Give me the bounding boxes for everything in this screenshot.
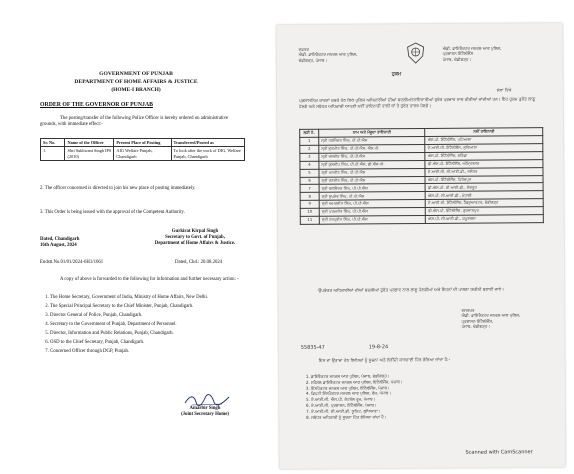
punjab-police-emblem-icon — [406, 42, 426, 64]
department-header: DEPARTMENT OF HOME AFFAIRS & JUSTICE — [74, 79, 198, 85]
dated-place: Dated, Chandigarh — [40, 237, 80, 242]
cell-new-posting: ਡੀ.ਐਸ.ਪੀ. ਸੀ.ਆਈ.ਡੀ., ਸੰਗਰੂਰ — [426, 183, 544, 192]
list-item: 7. Concerned Officer through DGP, Punjab. — [50, 349, 250, 355]
secretary-department: Department of Home Affairs & Justice. — [154, 241, 236, 247]
dated-date: 16th August, 2024 — [40, 243, 77, 249]
endorsement-date: Dated, Chd.: 20.08.2024 — [175, 260, 223, 265]
list-item: 4. ਡਿਪਟੀ ਇੰਸਪੈਕਟਰ ਜਨਰਲ ਆਫ ਪੁਲਿਸ, ਰੇਂਜ, ਪੰਜਾਬ। — [311, 390, 541, 397]
address-line: ਐਡੀ. ਡਾਇਰੈਕਟਰ ਜਨਰਲ ਆਫ ਪੁਲਿਸ, — [298, 51, 358, 58]
order-title: ORDER OF THE GOVERNOR OF PUNJAB — [40, 102, 153, 108]
cell-new-posting: ਐਸ.ਪੀ. ਇੰਟੈਲੀਜੈਂਸ, ਪਟਿਆਲਾ — [425, 136, 543, 145]
cell-new-posting: ਐਸ.ਪੀ. ਸੀ.ਆਈ.ਡੀ., ਮੋਹਾਲੀ — [426, 191, 544, 200]
cell-new-posting: ਏ.ਆਈ.ਜੀ. ਇੰਟੈਲੀਜੈਂਸ, ਲੁਧਿਆਣਾ — [425, 143, 543, 152]
cell-serial: 8 — [300, 193, 319, 201]
copy-forward-intro: A copy of above is forwarded to the following for information and further necessary action: - — [60, 277, 239, 282]
transfer-table — [299, 127, 544, 225]
col-serial: ਲੜੀ ਨੰ. — [300, 129, 319, 137]
signatory-line: ਪ੍ਰਸ਼ਾਸਨ ਇੰਟੈਲੀਜੈਂਸ, — [461, 318, 494, 324]
list-item: 6. ਏ.ਆਈ.ਜੀ. ਪ੍ਰਸ਼ਾਸਨ, ਇੰਟੈਲੀਜੈਂਸ, ਪੰਜਾਬ। — [311, 401, 541, 408]
table-row — [41, 147, 245, 161]
cell-new-posting: ਡੀ.ਐਸ.ਪੀ. ਇੰਟੈਲੀਜੈਂਸ, ਅੰਮ੍ਰਿਤਸਰ — [425, 159, 543, 168]
handwritten-signature-icon — [182, 393, 232, 407]
address-line: ਪ੍ਰਸ਼ਾਸਨ ਇੰਟੈਲੀਜੈਂਸ — [442, 51, 474, 57]
order-paragraph: ਪ੍ਰਸ਼ਾਸਨਿਕ ਕਾਰਨਾਂ ਕਰਕੇ ਹੇਠ ਲਿਖੇ ਪੁਲਿਸ ਅਧਿਕਾਰੀਆਂ ਦੀਆਂ ਬਦਲੀਆਂ/ਤਾਇਨਾਤੀਆਂ ਤੁਰੰਤ ਪ੍ਰਭਾਵ ਨਾਲ ਕੀਤੀਆਂ ਜਾਂਦੀਆਂ ਹਨ। ਇਹ ਹੁਕਮ ਤੁਰੰਤ ਲਾਗੂ ਹੋਣਗੇ ਅਤੇ ਸਬੰਧਤ ਅਧਿਕਾਰੀ ਆਪਣੀ ਨਵੀਂ ਤਾਇਨਾਤੀ ਵਾਲੀ ਥਾਂ ਤੇ ਤੁਰੰਤ ਹਾਜ਼ਰ ਹੋਣਗੇ। — [298, 96, 536, 109]
cell-new-posting: ਐਸ.ਪੀ. ਇੰਟੈਲੀਜੈਂਸ, ਫਿਰੋਜ਼ਪੁਰ — [425, 175, 543, 184]
handwritten-endorsement-date: 19-8-24 — [368, 344, 389, 351]
office-address-right — [443, 45, 528, 62]
cell-new-posting: ਐਸ.ਪੀ. ਸੀ.ਆਈ.ਡੀ., ਕਪੂਰਥਲਾ — [426, 215, 544, 224]
cell-serial: 10 — [300, 208, 319, 216]
endorsement-line — [40, 260, 250, 266]
endorsement-number: Endstt.No.01/01/2024-6H1/1661 — [40, 260, 104, 265]
order-paragraph: The posting/transfer of the following Police Officer is hereby ordered on administrative grounds, with immediate effect:- — [40, 116, 229, 128]
scanned-punjabi-order — [276, 23, 565, 469]
secretary-signature-block — [135, 229, 255, 248]
cell-name-present: ਸ੍ਰੀ ਬਲਵਿੰਦਰ ਸਿੰਘ, ਪੀ.ਪੀ.ਐਸ — [319, 184, 425, 193]
paragraph-3: 3. This Order is being issued with the approval of the Competent Authority. — [40, 210, 185, 215]
col-present-posting: Present Place of Posting — [114, 139, 171, 147]
english-order-document — [0, 0, 272, 474]
col-sr-no: Sr. No. — [41, 139, 65, 147]
col-name-present: ਨਾਮ ਅਤੇ ਮੌਜੂਦਾ ਤਾਇਨਾਤੀ — [319, 128, 425, 137]
cell-new-posting: ਏ.ਆਈ.ਜੀ. ਸੀ.ਆਈ.ਡੀ., ਜਲੰਧਰ — [425, 167, 543, 176]
cell-serial: 7 — [300, 185, 319, 193]
branch-header: (HOME-I BRANCH) — [111, 87, 161, 93]
cell-name-present: ਸ੍ਰੀ ਜਸਵੀਰ ਸਿੰਘ, ਪੀ.ਪੀ.ਐਸ — [319, 152, 425, 161]
cell-serial: 5 — [300, 169, 319, 177]
table-header-row — [41, 139, 245, 147]
cell-present-posting: AIG Welfare Punjab, Chandigarh — [114, 147, 171, 161]
list-item: 6. OSD to the Chief Secretary, Punjab, Chandigarh. — [50, 340, 250, 346]
list-item: 7. ਏ.ਆਈ.ਜੀ. ਸੀ.ਆਈ.ਡੀ. ਯੂਨਿਟ, ਲੁਧਿਆਣਾ। — [311, 407, 541, 414]
serve-text: ਸੇਵਾ ਵਿਖੇ — [496, 87, 512, 93]
cell-serial: 6 — [300, 177, 319, 185]
posting-table — [40, 138, 245, 161]
col-transferred-as: Transferred/Posted as — [171, 139, 244, 147]
cell-name-present: ਸ੍ਰੀ ਪਰਮਜੀਤ ਸਿੰਘ, ਪੀ.ਪੀ.ਐਸ — [319, 208, 425, 217]
list-item: 5. ਏ.ਆਈ.ਜੀ. ਐਸ.ਪੀ. ਕੰਟਰੋਲ ਰੂਮ, ਪੰਜਾਬ। — [311, 395, 541, 402]
list-item: 4. Secretary to the Government of Punjab, Department of Personnel. — [50, 322, 250, 328]
list-item: 1. ਡਾਇਰੈਕਟਰ ਜਨਰਲ ਆਫ ਪੁਲਿਸ, ਪੰਜਾਬ, ਚੰਡੀਗੜ੍ਹ। — [311, 372, 541, 379]
handwritten-endorsement-number: 55835-47 — [300, 344, 325, 351]
cell-name-present: ਸ੍ਰੀ ਹਰਜਿੰਦਰ ਸਿੰਘ, ਪੀ.ਪੀ.ਐਸ — [319, 136, 425, 145]
address-line: ਪੰਜਾਬ, ਚੰਡੀਗੜ੍ਹ। — [442, 56, 472, 62]
address-line: ਦਫ਼ਤਰ — [298, 46, 309, 52]
govt-header: GOVERNMENT OF PUNJAB — [99, 71, 173, 77]
secretary-name: Gurkirat Kirpal Singh — [171, 229, 219, 234]
cell-transferred-as: To look after the work of DIG, Welfare Punjab, Chandigarh — [171, 147, 244, 161]
list-item: 3. ਇੰਸਪੈਕਟਰ ਜਨਰਲ ਆਫ ਪੁਲਿਸ, ਇੰਟੈਲੀਜੈਂਸ, ਪੰਜਾਬ। — [311, 384, 541, 391]
cell-serial: 1 — [300, 137, 319, 145]
cell-new-posting: ਐਸ.ਪੀ. ਇੰਟੈਲੀਜੈਂਸ, ਬਠਿੰਡਾ — [425, 151, 543, 160]
cell-name-present: ਸ੍ਰੀ ਰਣਜੀਤ ਸਿੰਘ, ਪੀ.ਪੀ.ਐਸ — [319, 176, 425, 185]
paragraph-2: 2. The officer concerned is directed to join his new place of posting immediately. — [40, 186, 196, 191]
adgp-signature-block — [461, 307, 546, 329]
cell-new-posting: ਏ.ਆਈ.ਜੀ. ਇੰਟੈਲੀਜੈਂਸ, ਹੈੱਡਕੁਆਰਟਰ, ਚੰਡੀਗੜ੍ਹ — [426, 199, 544, 208]
address-line: ਚੰਡੀਗੜ੍ਹ, ਪੰਜਾਬ। — [298, 57, 328, 63]
recipients-list — [40, 295, 250, 358]
address-line: ਐਡੀ. ਡਾਇਰੈਕਟਰ ਜਨਰਲ ਆਫ ਪੁਲਿਸ, — [442, 45, 502, 51]
joint-secretary-designation: (Joint Secretary Home) — [181, 412, 229, 418]
cell-name-present: ਸ੍ਰੀ ਮਨਜੀਤ ਸਿੰਘ, ਪੀ.ਪੀ.ਐਸ — [319, 168, 425, 177]
cell-name-present: ਸ੍ਰੀ ਗੁਰਮੀਤ ਸਿੰਘ, ਪੀ.ਪੀ.ਐਸ, ਐਸ.ਪੀ. — [319, 144, 425, 153]
cell-serial: 9 — [300, 201, 319, 209]
dated-block — [40, 237, 79, 249]
list-item: 8. ਸਬੰਧਤ ਅਧਿਕਾਰੀ ਨੂੰ ਸੂਚਨਾ ਹਿੱਤ ਭੇਜਿਆ ਜਾਂਦਾ ਹੈ। — [311, 413, 541, 420]
order-footer-note: ਉਪਰੋਕਤ ਅਧਿਕਾਰੀਆਂ ਦੀਆਂ ਬਦਲੀਆਂ ਤੁਰੰਤ ਪ੍ਰਭਾਵ ਨਾਲ ਲਾਗੂ ਹੋਣਗੀਆਂ ਅਤੇ ਇਹਨਾਂ ਦੀ ਪਾਲਣਾ ਯਕੀਨੀ ਬਣਾਈ ਜਾਵੇ। — [318, 286, 504, 293]
signatory-line: ਐਡੀ. ਡਾਇਰੈਕਟਰ ਜਨਰਲ ਆਫ ਪੁਲਿਸ, — [461, 312, 521, 319]
list-item: 1. The Home Secretary, Government of India, Ministry of Home Affairs, New Delhi. — [50, 295, 250, 301]
cell-serial: 2 — [300, 145, 319, 153]
cell-serial: 11 — [300, 216, 319, 224]
list-item: 3. Director General of Police, Punjab, Chandigarh. — [50, 313, 250, 319]
cell-name-present: ਸ੍ਰੀ ਸੁਖਦੇਵ ਸਿੰਘ, ਪੀ.ਪੀ.ਐਸ — [319, 192, 425, 201]
secretary-title: Secretary to Govt. of Punjab, — [165, 235, 225, 241]
cell-serial: 4 — [300, 161, 319, 169]
cell-name-present: ਸ੍ਰੀ ਅਮਰਜੀਤ ਸਿੰਘ, ਪੀ.ਪੀ.ਐਸ — [319, 200, 425, 209]
list-item: 5. Director, Information and Public Relations, Punjab, Chandigarh. — [50, 331, 250, 337]
copy-forward-intro: ਇਸ ਦਾ ਉਤਾਰਾ ਹੇਠ ਲਿਖਿਆਂ ਨੂੰ ਸੂਚਨਾ ਅਤੇ ਲੋੜੀਂਦੀ ਕਾਰਵਾਈ ਹਿੱਤ ਭੇਜਿਆ ਜਾਂਦਾ ਹੈ:- — [318, 356, 451, 363]
cell-serial: 3 — [300, 153, 319, 161]
list-item: 2. ਸਪੈਸ਼ਲ ਡਾਇਰੈਕਟਰ ਜਨਰਲ ਆਫ ਪੁਲਿਸ, ਇੰਟੈਲੀਜੈਂਸ, ਪੰਜਾਬ। — [311, 378, 541, 385]
cell-name-present: ਸ੍ਰੀ ਕੁਲਦੀਪ ਸਿੰਘ, ਪੀ.ਪੀ.ਐਸ, ਡੀ.ਐਸ.ਪੀ. — [319, 160, 425, 169]
cell-officer-name: Shri Sukhwant Singh IPS (2010) — [65, 147, 114, 161]
signatory-line: ਪੰਜਾਬ, ਚੰਡੀਗੜ੍ਹ। — [461, 323, 491, 329]
signatory-line: ਦਸਤਖਤ — [461, 307, 475, 313]
table-row — [300, 215, 543, 225]
col-officer-name: Name of the Officer — [65, 139, 114, 147]
joint-secretary-signature-block — [150, 406, 260, 418]
scanner-watermark: Scanned with CamScanner — [465, 449, 533, 456]
cell-new-posting: ਡੀ.ਐਸ.ਪੀ. ਇੰਟੈਲੀਜੈਂਸ, ਗੁਰਦਾਸਪੁਰ — [426, 207, 544, 216]
col-new-posting: ਨਵੀਂ ਤਾਇਨਾਤੀ — [425, 128, 543, 137]
cell-sr-no: 1. — [41, 147, 65, 161]
recipients-list — [301, 372, 541, 420]
cell-name-present: ਸ੍ਰੀ ਹਰਪ੍ਰੀਤ ਸਿੰਘ, ਪੀ.ਪੀ.ਐਸ — [319, 216, 425, 225]
list-item: 2. The Special Principal Secretary to the Chief Minister, Punjab, Chandigarh. — [50, 304, 250, 310]
joint-secretary-name: Amarbir Singh — [189, 406, 221, 411]
order-heading: ਹੁਕਮ — [391, 72, 402, 78]
office-address-left — [299, 46, 359, 63]
